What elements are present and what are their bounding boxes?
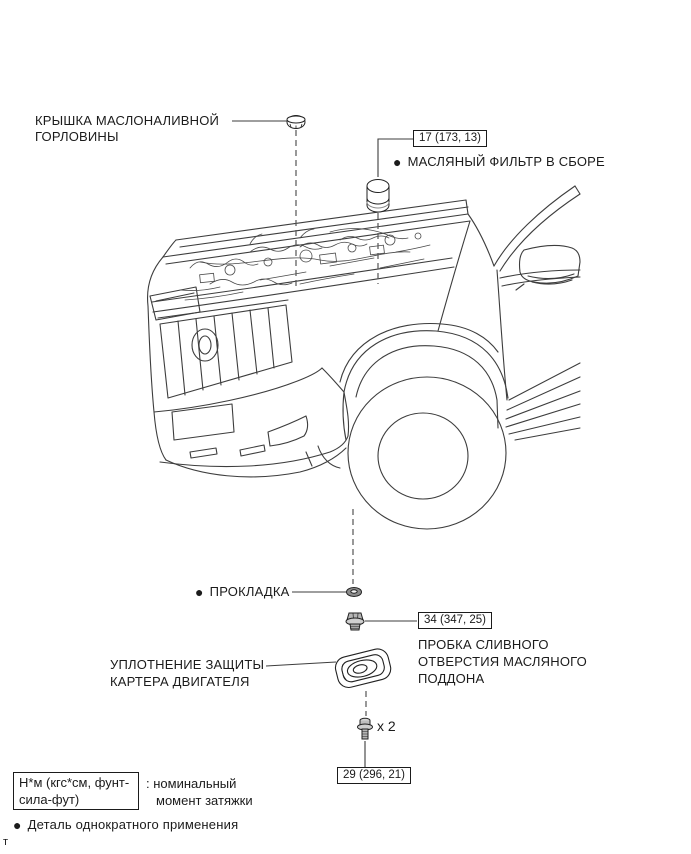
torque-units-box: Н*м (кгс*см, фунт-сила-фут): [13, 772, 139, 810]
oil-filler-cap-part: [287, 116, 305, 129]
oil-filter-part: [367, 180, 389, 213]
gasket-label-row: [195, 584, 290, 600]
torque-box-oil-filter: 17 (173, 13): [413, 130, 487, 147]
oil-filter-label: МАСЛЯНЫЙ ФИЛЬТР В СБОРЕ: [407, 154, 605, 169]
wheel-arch: [340, 221, 508, 440]
oil-filter-label-row: [393, 154, 605, 170]
side-mirror: [516, 245, 580, 290]
torque-box-drain-plug: 34 (347, 25): [418, 612, 492, 629]
fog-lamp-recess: [268, 416, 308, 446]
single-use-note-row: [13, 817, 238, 833]
engine-detail: [180, 229, 430, 300]
door-lines: [497, 270, 580, 400]
oil-filler-cap-label: КРЫШКА МАСЛОНАЛИВНОЙ ГОРЛОВИНЫ: [35, 113, 220, 144]
bolt-count-label: x 2: [377, 718, 396, 734]
under-cover-seal-label: УПЛОТНЕНИЕ ЗАЩИТЫ КАРТЕРА ДВИГАТЕЛЯ: [110, 657, 265, 689]
hood-edge: [163, 200, 468, 257]
brand-emblem: [192, 329, 218, 361]
cowl-line: [163, 214, 494, 266]
single-use-note: Деталь однократного применения: [27, 817, 239, 832]
under-cover-seal-part: [333, 647, 393, 690]
drain-plug-label: ПРОБКА СЛИВНОГО ОТВЕРСТИЯ МАСЛЯНОГО ПОДДОНА: [418, 637, 587, 686]
front-wheel: [348, 377, 506, 529]
radiator-support: [152, 258, 454, 312]
a-pillar: [494, 186, 580, 271]
gasket-part: [347, 588, 362, 597]
single-use-bullet-icon: ●: [195, 584, 204, 600]
single-use-bullet-icon: ●: [393, 154, 402, 170]
footer-char: т: [3, 836, 9, 848]
torque-box-cover-bolt: 29 (296, 21): [337, 767, 411, 784]
torque-units-description: : номинальный момент затяжки: [146, 776, 253, 808]
front-bumper: [154, 368, 349, 477]
single-use-bullet-icon: ●: [13, 817, 22, 833]
rocker-lines: [506, 363, 580, 440]
drain-plug-part: [346, 613, 364, 630]
headlight: [150, 287, 200, 320]
grille: [158, 300, 292, 398]
gasket-label: ПРОКЛАДКА: [209, 584, 290, 599]
cover-bolt-part: [358, 718, 373, 739]
